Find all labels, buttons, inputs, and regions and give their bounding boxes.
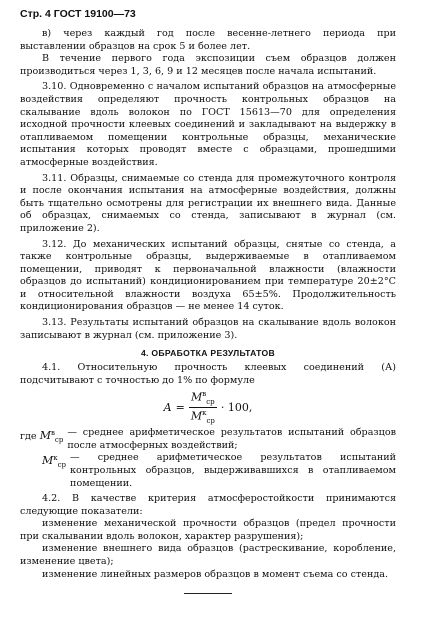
paragraph-4-1: 4.1. Относительную прочность клеевых соединений (А) подсчитывают с точностью до 1% по формуле [20,362,396,386]
paragraph-3-12: 3.12. До механических испытаний образцы, снятые со стенда, а также контрольные образцы, выдерживаемые в отапливаемом помещении, приводят к первоначальной влажности (влажности образцов до испытаний) кондиционированием при температуре 20±2°С и относительной влажности воздуха 65±5%. Продолжительность кондиционирования образцов — не менее 14 суток. [20,238,396,313]
definition-m-a: где $M^в_{ср}$ — среднее арифметическое результатов испытаний образцов после атмосферных воздействий; [20,427,396,451]
indicator-strength: изменение механической прочности образцов (предел прочности при скалывании вдоль волокон, характер разрушения); [20,518,396,542]
definition-m-k: $M^к_{ср}$ — среднее арифметическое результатов испытаний контрольных образцов, выдерживавшихся в отапливаемом помещении. [42,452,396,489]
paragraph-3-13: 3.13. Результаты испытаний образцов на скалывание вдоль волокон записывают в журнал (см. приложение 3). [20,317,396,341]
paragraph-3-10: 3.10. Одновременно с началом испытаний образцов на атмосферные воздействия определяют прочность контрольных образцов на скалывание вдоль волокон по ГОСТ 15613—70 для определения исходной прочности клеевых соединений и закладывают на выдержку в отапливаемом помещении контрольные образцы, механические испытания которых проводят вместе с образцами, прошедшими атмосферные воздействия. [20,81,396,168]
formula-lhs: A [163,401,172,415]
page-header [20,8,396,20]
formula [20,390,396,425]
paragraph-first-year: В течение первого года экспозиции съем образцов должен производиться через 1, 3, 6, 9 и 12 месяцев после начала испытаний. [20,53,396,77]
paragraph-item-v: в) через каждый год после весенне-летнего периода при выставлении образцов на срок 5 и более лет. [20,28,396,52]
formula-fraction [189,390,217,425]
paragraph-3-11: 3.11. Образцы, снимаемые со стенда для промежуточного контроля и после окончания испытания на атмосферные воздействия, должны быть тщательно осмотрены для регистрации их внешнего вида. Данные об образцах, снимаемых со стенда, записывают в журнал (см. приложение 2). [20,172,396,234]
formula-denominator: $M^к_{ср}$ [190,409,215,426]
formula-tail: · 100, [220,401,253,415]
standard-code: ГОСТ 19100—73 [53,8,136,20]
end-divider [184,593,232,594]
indicator-dimensions: изменение линейных размеров образцов в момент съема со стенда. [42,568,389,580]
paragraph-4-2: 4.2. В качестве критерия атмосферостойкости принимаются следующие показатели: [20,493,396,517]
page-number: Стр. 4 [20,8,51,20]
formula-numerator: $M^в_{ср}$ [191,390,215,407]
section-title: 4. ОБРАБОТКА РЕЗУЛЬТАТОВ [140,348,276,359]
formula-equals: = [175,401,185,415]
indicator-appearance: изменение внешнего вида образцов (растрескивание, коробление, изменение цвета); [20,543,396,568]
